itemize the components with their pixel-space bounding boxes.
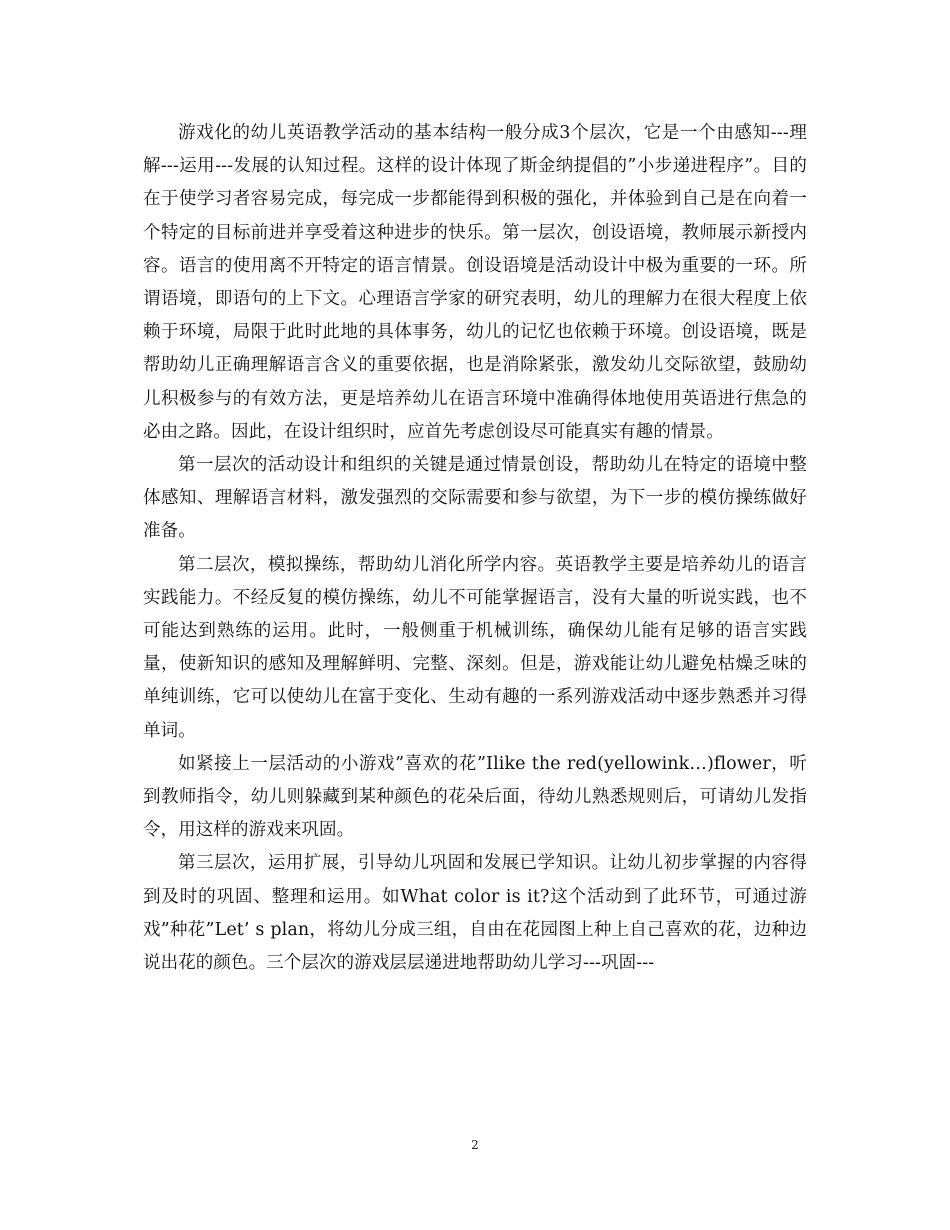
paragraph-5: 第三层次，运用扩展，引导幼儿巩固和发展已学知识。让幼儿初步掌握的内容得到及时的巩固、整理和运用。如What color is it?这个活动到了此环节，可通过游戏”种花”Let’ s plan，将幼儿分成三组，自由在花园图上种上自己喜欢的花，边种边说出花的颜色。三个层次的游戏层层递进地帮助幼儿学习---巩固--- — [143, 853, 807, 974]
page-number: 2 — [471, 1138, 479, 1152]
paragraph-3: 第二层次，模拟操练，帮助幼儿消化所学内容。英语教学主要是培养幼儿的语言实践能力。不经反复的模仿操练，幼儿不可能掌握语言，没有大量的听说实践，也不可能达到熟练的运用。此时，一般侧重于机械训练，确保幼儿能有足够的语言实践量，使新知识的感知及理解鲜明、完整、深刻。但是，游戏能让幼儿避免枯燥乏味的单纯训练，它可以使幼儿在富于变化、生动有趣的一系列游戏活动中逐步熟悉并习得单词。 — [143, 554, 807, 741]
paragraph-2: 第一层次的活动设计和组织的关键是通过情景创设，帮助幼儿在特定的语境中整体感知、理解语言材料，激发强烈的交际需要和参与欲望，为下一步的模仿操练做好准备。 — [143, 455, 807, 542]
paragraph-1: 游戏化的幼儿英语教学活动的基本结构一般分成3个层次，它是一个由感知---理解---运用---发展的认知过程。这样的设计体现了斯金纳提倡的”小步递进程序”。目的在于使学习者容易完成，每完成一步都能得到积极的强化，并体验到自己是在向着一个特定的目标前进并享受着这种进步的快乐。第一层次，创设语境，教师展示新授内容。语言的使用离不开特定的语言情景。创设语境是活动设计中极为重要的一环。所谓语境，即语句的上下文。心理语言学家的研究表明，幼儿的理解力在很大程度上依赖于环境，局限于此时此地的具体事务，幼儿的记忆也依赖于环境。创设语境，既是帮助幼儿正确理解语言含义的重要依据，也是消除紧张，激发幼儿交际欲望，鼓励幼儿积极参与的有效方法，更是培养幼儿在语言环境中准确得体地使用英语进行焦急的必由之路。因此，在设计组织时，应首先考虑创设尽可能真实有趣的情景。 — [143, 123, 807, 442]
body-text — [143, 117, 807, 980]
paragraph-4: 如紧接上一层活动的小游戏”喜欢的花”Ilike the red(yellowink…)flower，听到教师指令，幼儿则躲藏到某种颜色的花朵后面，待幼儿熟悉规则后，可请幼儿发指令，用这样的游戏来巩固。 — [143, 753, 807, 841]
